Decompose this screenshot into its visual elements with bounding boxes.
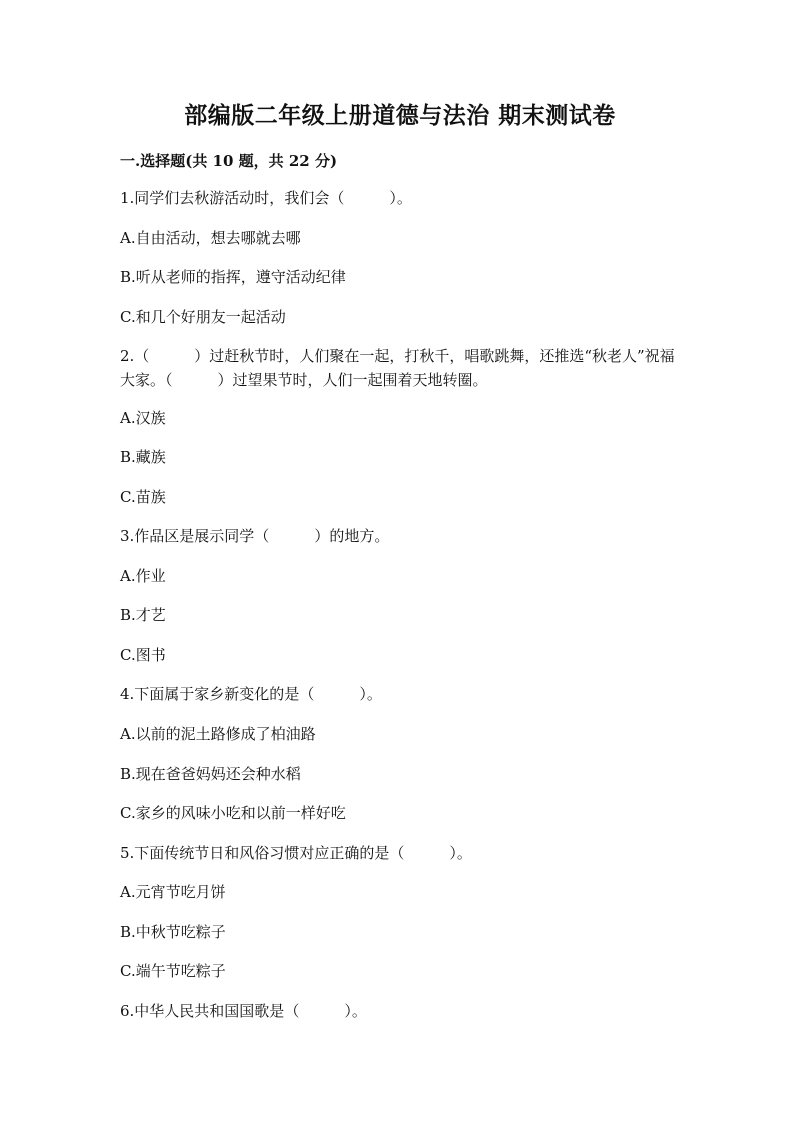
question-3-option-c: C.图书 (120, 646, 166, 664)
page-title: 部编版二年级上册道德与法治 期末测试卷 (184, 102, 616, 129)
question-4-stem: 4.下面属于家乡新变化的是（ ）。 (120, 685, 382, 703)
question-4-option-b: B.现在爸爸妈妈还会种水稻 (120, 765, 301, 783)
question-1-stem: 1.同学们去秋游活动时，我们会（ ）。 (120, 189, 412, 207)
question-2-option-a: A.汉族 (120, 409, 166, 427)
question-5-stem: 5.下面传统节日和风俗习惯对应正确的是（ ）。 (120, 844, 472, 862)
question-5-option-b: B.中秋节吃粽子 (120, 923, 226, 941)
question-2-option-b: B.藏族 (120, 448, 166, 466)
question-6-stem: 6.中华人民共和国国歌是（ ）。 (120, 1002, 367, 1020)
question-1-option-c: C.和几个好朋友一起活动 (120, 308, 286, 326)
question-2-stem: 2.（ ）过赶秋节时，人们聚在一起，打秋千，唱歌跳舞，还推选“秋老人”祝福大家。（ ）过望果节时，人们一起围着天地转圈。 (120, 347, 675, 389)
question-1-option-a: A.自由活动，想去哪就去哪 (120, 229, 301, 247)
question-3-option-a: A.作业 (120, 567, 166, 585)
question-3-stem: 3.作品区是展示同学（ ）的地方。 (120, 527, 390, 545)
question-4-option-a: A.以前的泥土路修成了柏油路 (120, 725, 316, 743)
question-1-option-b: B.听从老师的指挥，遵守活动纪律 (120, 268, 346, 286)
question-3-option-b: B.才艺 (120, 606, 166, 624)
section-heading: 一.选择题(共 10 题，共 22 分) (120, 152, 338, 170)
question-2-option-c: C.苗族 (120, 488, 166, 506)
question-5-option-a: A.元宵节吃月饼 (120, 883, 226, 901)
question-4-option-c: C.家乡的风味小吃和以前一样好吃 (120, 804, 346, 822)
question-5-option-c: C.端午节吃粽子 (120, 962, 226, 980)
